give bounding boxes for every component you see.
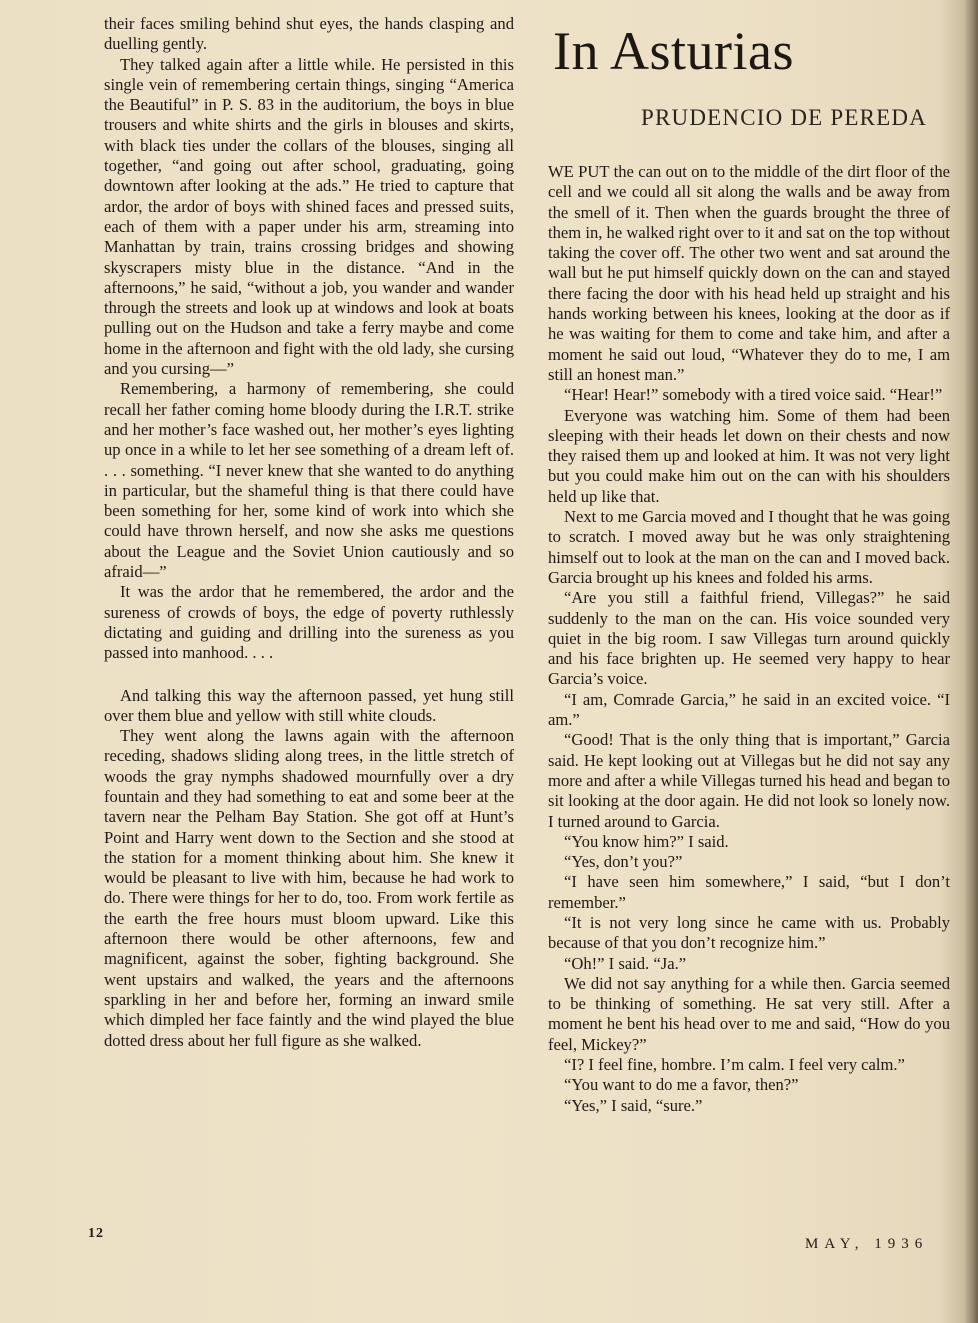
paragraph: “Yes,” I said, “sure.” — [564, 1095, 703, 1115]
paragraph: It was the ardor that he remembered, the ardor and the sureness of crowds of boys, the edge of poverty ruthlessly dictating and guiding and drilling into the sureness as you passed into manhood. . . . — [104, 582, 514, 663]
paragraph: “I? I feel fine, hombre. I’m calm. I feel very calm.” — [564, 1055, 905, 1075]
story-title: In Asturias — [553, 21, 794, 81]
paragraph: We did not say anything for a while then. Garcia seemed to be thinking of something. He sat very still. After a moment he bent his head over to me and said, “How do you feel, Mickey?” — [548, 973, 950, 1054]
paragraph: “Yes, don’t you?” — [564, 852, 683, 872]
paragraph: “Good! That is the only thing that is important,” Garcia said. He kept looking out at Villegas but he did not say any more and after a while Villegas turned his head and began to sit looking at the door again. He did not look so lonely now. I turned around to Garcia. — [548, 730, 950, 831]
issue-dateline: MAY, 1936 — [805, 1236, 929, 1252]
paragraph: “It is not very long since he came with us. Probably because of that you don’t recognize him.” — [548, 912, 950, 953]
author-byline: PRUDENCIO DE PEREDA — [641, 105, 928, 130]
paragraph: “I am, Comrade Garcia,” he said in an excited voice. “I am.” — [548, 689, 950, 730]
paragraph: They went along the lawns again with the afternoon receding, shadows sliding along trees, in the little stretch of woods the gray nymphs shadowed mournfully over a dry fountain and they had something to eat and some beer at the tavern near the Pelham Bay Station. She got off at Hunt’s Point and Harry went down to the Section and she stood at the station for a moment thinking about him. She knew it would be pleasant to live with him, because he had work to do. There were things for her to do, too. From work fertile as the earth the free hours must bloom upward. Like this afternoon there would be other afternoons, few and magnificent, against the sober, fighting background. She went upstairs and walked, the years and the afternoons sparkling in her and before her, forming an inward smile which dimpled her face faintly and the wind played the blue dotted dress about her full figure as she walked. — [104, 726, 514, 1050]
right-text-column — [548, 162, 950, 1116]
page-edge-shadow — [964, 0, 978, 1323]
paragraph: “You want to do me a favor, then?” — [564, 1075, 799, 1095]
paragraph: They talked again after a little while. He persisted in this single vein of remembering certain things, singing “America the Beautiful” in P. S. 83 in the auditorium, the boys in blue trousers and white shirts and the girls in blouses and skirts, with black ties under the collars of the blouses, singing all together, “and going out after school, graduating, going downtown after looking at the ads.” He tried to capture that ardor, the ardor of boys with shined faces and pressed suits, each of them with a paper under his arm, streaming into Manhattan by train, trains crossing bridges and showing skyscrapers misty blue in the distance. “And in the afternoons,” he said, “without a job, you wander and wander through the streets and look up at windows and look at boats pulling out on the Hudson and take a ferry maybe and come home in the afternoon and fight with the old lady, she cursing and you cursing—” — [104, 54, 514, 379]
section-break — [104, 664, 514, 686]
paragraph: “Oh!” I said. “Ja.” — [564, 953, 687, 973]
paragraph: their faces smiling behind shut eyes, the hands clasping and duelling gently. — [104, 14, 514, 54]
left-text-column — [104, 14, 514, 1051]
opening-paragraph: WE PUT the can out on to the middle of the dirt floor of the cell and we could all sit along the walls and be away from the smell of it. Then when the guards brought the three of them in, he walked right over to it and sat on the top without taking the cover off. The other two went and sat around the wall but he put himself quickly down on the can and stayed there facing the door with his head held up straight and his hands working between his knees, looking at the door as if he was waiting for them to come and take him, and after a moment he said out loud, “Whatever they do to me, I am still an honest man.” — [548, 162, 950, 384]
paragraph: “Are you still a faithful friend, Villegas?” he said suddenly to the man on the can. His voice sounded very quiet in the big room. I saw Villegas turn around quickly and his face brighten up. He seemed very happy to hear Garcia’s voice. — [548, 588, 950, 689]
paragraph: Remembering, a harmony of remembering, she could recall her father coming home bloody during the I.R.T. strike and her mother’s face washed out, her mother’s eyes lighting up once in a while to let her see something of a dream left of. . . . something. “I never knew that she wanted to do anything in particular, but the shameful thing is that there could have been something for her, some kind of work into which she could have thrown herself, and now she asks me questions about the League and the Soviet Union cautiously and so afraid—” — [104, 379, 514, 582]
page-number: 12 — [88, 1226, 104, 1241]
paragraph: “You know him?” I said. — [564, 831, 729, 851]
paragraph: Everyone was watching him. Some of them had been sleeping with their heads let down on their chests and now they raised them up and looked at him. It was not very light but you could make him out on the can with his shoulders held up like that. — [548, 405, 950, 506]
paragraph: And talking this way the afternoon passed, yet hung still over them blue and yellow with still white clouds. — [104, 685, 514, 725]
paragraph: “I have seen him somewhere,” I said, “but I don’t remember.” — [548, 872, 950, 912]
paragraph: Next to me Garcia moved and I thought that he was going to scratch. I moved away but he was only straightening himself out to look at the man on the can and I moved back. Garcia brought up his knees and folded his arms. — [548, 507, 950, 587]
paragraph: “Hear! Hear!” somebody with a tired voice said. “Hear!” — [564, 385, 943, 405]
